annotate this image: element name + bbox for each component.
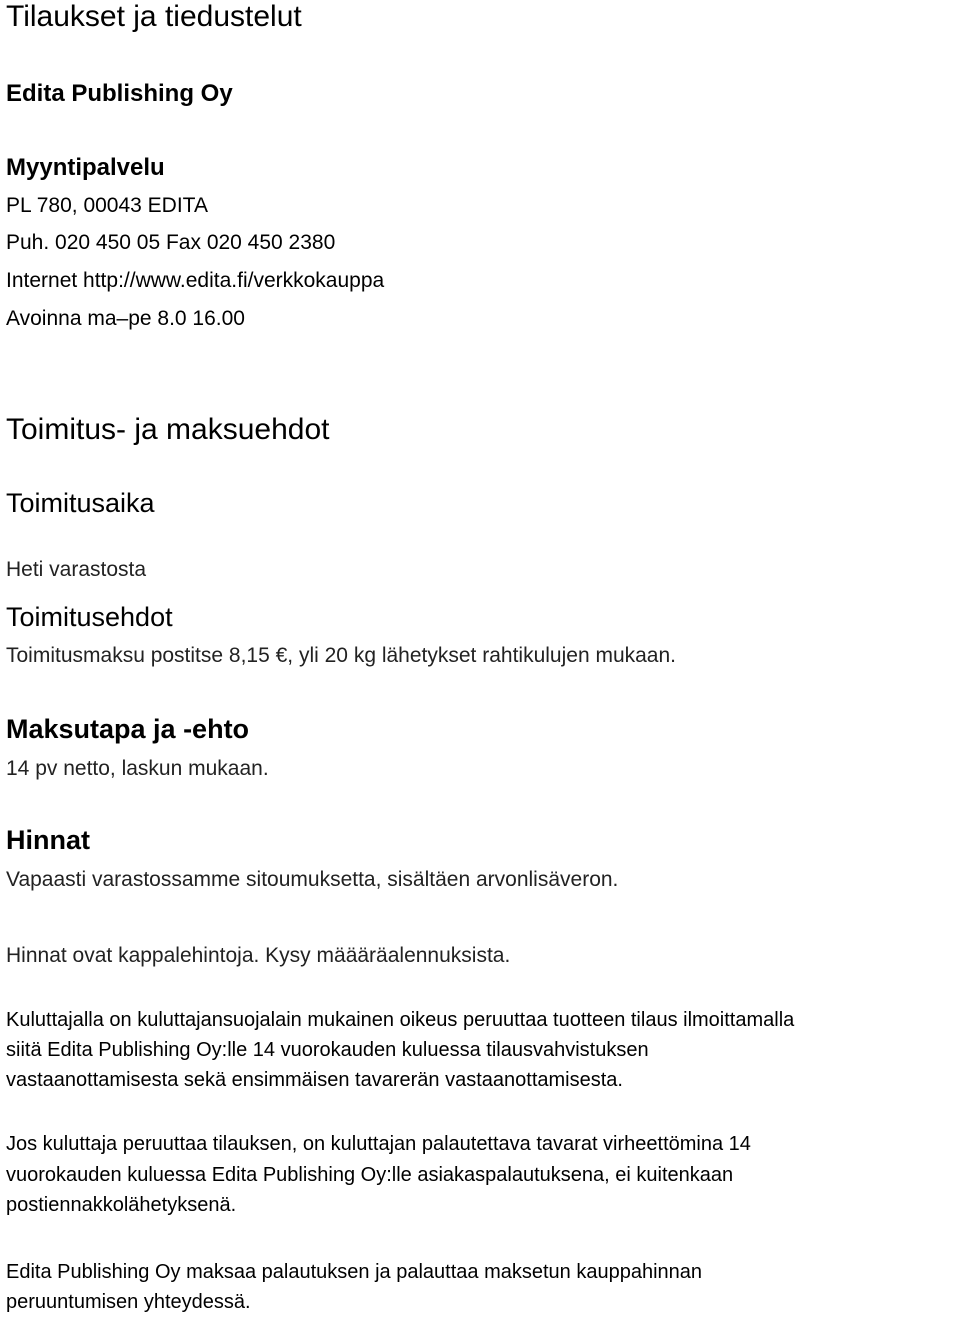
delivery-time-text: Heti varastosta — [6, 558, 147, 581]
payment-text: 14 pv netto, laskun mukaan. — [6, 757, 269, 780]
page-title: Tilaukset ja tiedustelut — [6, 0, 302, 33]
opening-hours: Avoinna ma–pe 8.0 16.00 — [6, 307, 245, 330]
terms-heading: Toimitus- ja maksuehdot — [6, 413, 330, 446]
internet-address: Internet http://www.edita.fi/verkkokauppa — [6, 269, 385, 292]
return-paragraph-line-3: postiennakkolähetyksenä. — [6, 1194, 237, 1216]
delivery-terms-text: Toimitusmaksu postitse 8,15 €, yli 20 kg lähetykset rahtikulujen mukaan. — [6, 644, 677, 667]
prices-note: Hinnat ovat kappalehintoja. Kysy määäräalennuksista. — [6, 944, 511, 967]
refund-paragraph-line-2: peruuntumisen yhteydessä. — [6, 1291, 251, 1313]
prices-text: Vapaasti varastossamme sitoumuksetta, sisältäen arvonlisäveron. — [6, 868, 619, 891]
department-name: Myyntipalvelu — [6, 154, 165, 181]
return-paragraph-line-1: Jos kuluttaja peruuttaa tilauksen, on kuluttajan palautettava tavarat virheettömina 14 — [6, 1133, 751, 1155]
delivery-time-heading: Toimitusaika — [6, 488, 155, 518]
withdrawal-paragraph-line-3: vastaanottamisesta sekä ensimmäisen tavarerän vastaanottamisesta. — [6, 1069, 623, 1091]
company-name: Edita Publishing Oy — [6, 80, 233, 107]
withdrawal-paragraph-line-2: siitä Edita Publishing Oy:lle 14 vuorokauden kuluessa tilausvahvistuksen — [6, 1039, 649, 1061]
return-paragraph-line-2: vuorokauden kuluessa Edita Publishing Oy:lle asiakaspalautuksena, ei kuitenkaan — [6, 1164, 734, 1186]
payment-heading: Maksutapa ja -ehto — [6, 714, 250, 744]
prices-heading: Hinnat — [6, 825, 90, 855]
refund-paragraph-line-1: Edita Publishing Oy maksaa palautuksen ja palauttaa maksetun kauppahinnan — [6, 1261, 703, 1283]
phone-fax: Puh. 020 450 05 Fax 020 450 2380 — [6, 231, 336, 254]
delivery-terms-heading: Toimitusehdot — [6, 602, 173, 632]
withdrawal-paragraph-line-1: Kuluttajalla on kuluttajansuojalain mukainen oikeus peruuttaa tuotteen tilaus ilmoittamalla — [6, 1009, 795, 1031]
postal-address: PL 780, 00043 EDITA — [6, 194, 208, 217]
